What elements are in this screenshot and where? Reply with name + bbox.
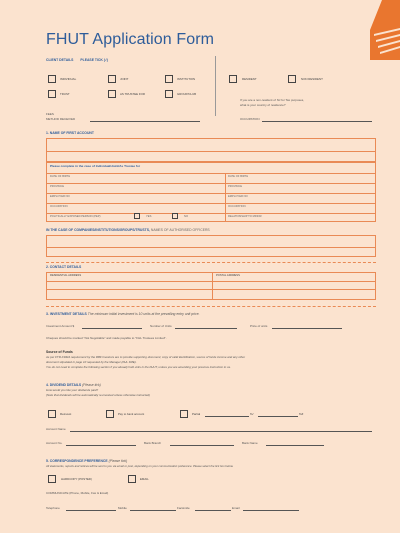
occupation-label: OCCUPATION xyxy=(240,117,260,121)
s5-heading-wrap: 5. CORRESPONDENCE PREFERENCE (Please tick) xyxy=(46,459,128,463)
investment-amount-label: Investment Amount $ xyxy=(46,324,75,328)
account-no-field[interactable] xyxy=(66,445,136,446)
s1-left-employer: EMPLOYER NO xyxy=(50,195,70,198)
companies-heading: IN THE CASE OF COMPANIES/INSTITUTIONS/GROUPS/TRUSTS, NAMES OF AUTHORISED OFFICERS xyxy=(46,228,210,232)
pep-no-checkbox[interactable] xyxy=(172,213,178,219)
non-resident-label: NON RESIDENT xyxy=(301,77,323,81)
occupation-field[interactable] xyxy=(262,121,372,122)
hardcopy-checkbox[interactable] xyxy=(48,475,56,483)
as-trustee-for-label: AS TRUSTEE FOR xyxy=(120,92,146,96)
client-details-divider xyxy=(215,56,216,116)
joint-label: JOINT xyxy=(120,77,129,81)
s1-right-occupation: OCCUPATION xyxy=(228,205,246,208)
s3-heading-wrap: 3. INVESTMENT DETAILS The minimum initial investment is 10 units at the prevailing entry unit price. xyxy=(46,312,200,316)
fees-label-1: FEES xyxy=(46,112,54,116)
decorative-stripes xyxy=(370,0,400,60)
s1-right-relationship: RELATIONSHIP TO MINOR xyxy=(228,215,262,218)
joint-checkbox[interactable] xyxy=(108,75,116,83)
email-field[interactable] xyxy=(243,510,299,511)
number-of-units-field[interactable] xyxy=(175,328,237,329)
number-of-units-label: Number of Units xyxy=(150,324,172,328)
reinvest-checkbox[interactable] xyxy=(48,410,56,418)
form-title: FHUT Application Form xyxy=(46,31,215,48)
partial-label: Partial xyxy=(192,412,201,416)
source-text-2: document stipulated in page 10 requested by the Manager (FHL FME). xyxy=(46,360,137,364)
partial-bank-pct-field[interactable] xyxy=(258,416,298,417)
contact-details-table xyxy=(46,272,376,300)
pep-no-label: NO xyxy=(184,215,189,218)
reinvest-label: Reinvest xyxy=(60,412,72,416)
bank-name-field[interactable] xyxy=(266,445,324,446)
s1-heading: 1. NAME OF FIRST ACCOUNT xyxy=(46,131,94,135)
bank-name-label: Bank Name xyxy=(242,441,258,445)
account-name-field[interactable] xyxy=(70,431,372,432)
email-pref-label: EMAIL xyxy=(140,477,149,481)
resident-checkbox[interactable] xyxy=(229,75,237,83)
s1-right-province: PROVINCE xyxy=(228,185,243,188)
postal-address-label: POSTAL ADDRESS xyxy=(216,274,240,277)
nonresident-note-1: If you are a non-resident of NJ for Tax purposes, xyxy=(240,98,305,102)
telephone-field[interactable] xyxy=(66,510,116,511)
email-pref-checkbox[interactable] xyxy=(128,475,136,483)
group-club-checkbox[interactable] xyxy=(165,90,173,98)
mobile-label: Mobile xyxy=(118,506,127,510)
residential-address-label: RESIDENTIAL ADDRESS xyxy=(50,274,82,277)
mobile-field[interactable] xyxy=(130,510,176,511)
hardcopy-label: HARDCOPY (POSTED) xyxy=(61,477,92,481)
partial-reinvest-pct-field[interactable] xyxy=(205,416,249,417)
source-text-3: You do not need to complete the following section if you already hold units in the FHUT, unless you are amending your previous instruction to us. xyxy=(46,365,231,369)
individual-checkbox[interactable] xyxy=(48,75,56,83)
s4-heading-wrap: 4. DIVIDEND DETAILS (Please tick) xyxy=(46,383,101,387)
facsimile-label: Facsimile xyxy=(177,506,190,510)
dividend-question: How would you like your dividends paid? xyxy=(46,388,99,392)
method-received-field[interactable] xyxy=(90,121,200,122)
s1-left-dob: DATE OF BIRTH xyxy=(50,175,71,178)
individual-label: INDIVIDUAL xyxy=(60,77,77,81)
s1-left-pep: POLITICALLY EXPOSED PERSON (PEP) xyxy=(50,215,101,218)
pep-yes-checkbox[interactable] xyxy=(134,213,140,219)
source-text-1: As per FTR-CDMA requirement by the RBF Investors are to provide supporting document, copy of valid identification, source of funds income and any other xyxy=(46,355,245,359)
separator-2 xyxy=(46,306,376,307)
s2-heading: 2. CONTACT DETAILS xyxy=(46,265,82,269)
communicate-label: COMMUNICATE (Phone, Mobile, Fax & Email) xyxy=(46,491,109,495)
s1-subheading: Please complete in the case of Individual/Joint/As Trustee for xyxy=(50,164,141,168)
price-of-units-field[interactable] xyxy=(272,328,342,329)
investment-amount-field[interactable] xyxy=(82,328,142,329)
s1-name-box[interactable] xyxy=(46,138,376,162)
pay-to-bank-label: Pay to bank account xyxy=(118,412,145,416)
client-details-heading: CLIENT DETAILS PLEASE TICK (√) xyxy=(46,58,108,62)
non-resident-checkbox[interactable] xyxy=(288,75,296,83)
s1-left-occupation: OCCUPATION xyxy=(50,205,68,208)
bank-branch-field[interactable] xyxy=(170,445,234,446)
price-of-units-label: Price of units xyxy=(250,324,268,328)
group-club-label: GROUP/CLUB xyxy=(177,92,197,96)
authorised-officers-box[interactable] xyxy=(46,235,376,257)
institution-label: INSTITUTION xyxy=(177,77,196,81)
cheques-note: Cheques should be marked "Not Negotiable" and made payable to "FHL Trustees Limited". xyxy=(46,336,167,340)
telephone-label: Telephone xyxy=(46,506,60,510)
pay-to-bank-checkbox[interactable] xyxy=(106,410,114,418)
trust-checkbox[interactable] xyxy=(48,90,56,98)
s5-note: All statements, reports and notices will be sent to you via email or post, depending on your communication preference. Please select the tick box below. xyxy=(46,464,234,468)
facsimile-field[interactable] xyxy=(195,510,231,511)
s1-right-employer: EMPLOYER NO xyxy=(228,195,248,198)
s1-left-province: PROVINCE xyxy=(50,185,65,188)
source-of-funds-heading: Source of Funds xyxy=(46,350,73,354)
email-label: Email xyxy=(232,506,240,510)
pep-yes-label: YES xyxy=(146,215,152,218)
resident-label: RESIDENT xyxy=(242,77,257,81)
as-trustee-for-checkbox[interactable] xyxy=(108,90,116,98)
bank-branch-label: Bank Branch xyxy=(144,441,162,445)
pct-sign-1: %/ xyxy=(250,412,254,416)
trust-label: TRUST xyxy=(60,92,70,96)
account-name-label: Account Name xyxy=(46,427,66,431)
nonresident-note-2: what is your country of residence? xyxy=(240,103,286,107)
separator-1 xyxy=(46,262,376,263)
institution-checkbox[interactable] xyxy=(165,75,173,83)
account-no-label: Account No. xyxy=(46,441,63,445)
s1-right-dob: DATE OF BIRTH xyxy=(228,175,249,178)
partial-checkbox[interactable] xyxy=(180,410,188,418)
s1-details-table xyxy=(46,162,376,222)
fees-label-2: METHOD RECEIVED xyxy=(46,117,76,121)
dividend-note: (Note that dividends will be automatically re-invested unless otherwise instructed) xyxy=(46,393,150,397)
pct-sign-2: %# xyxy=(299,412,304,416)
